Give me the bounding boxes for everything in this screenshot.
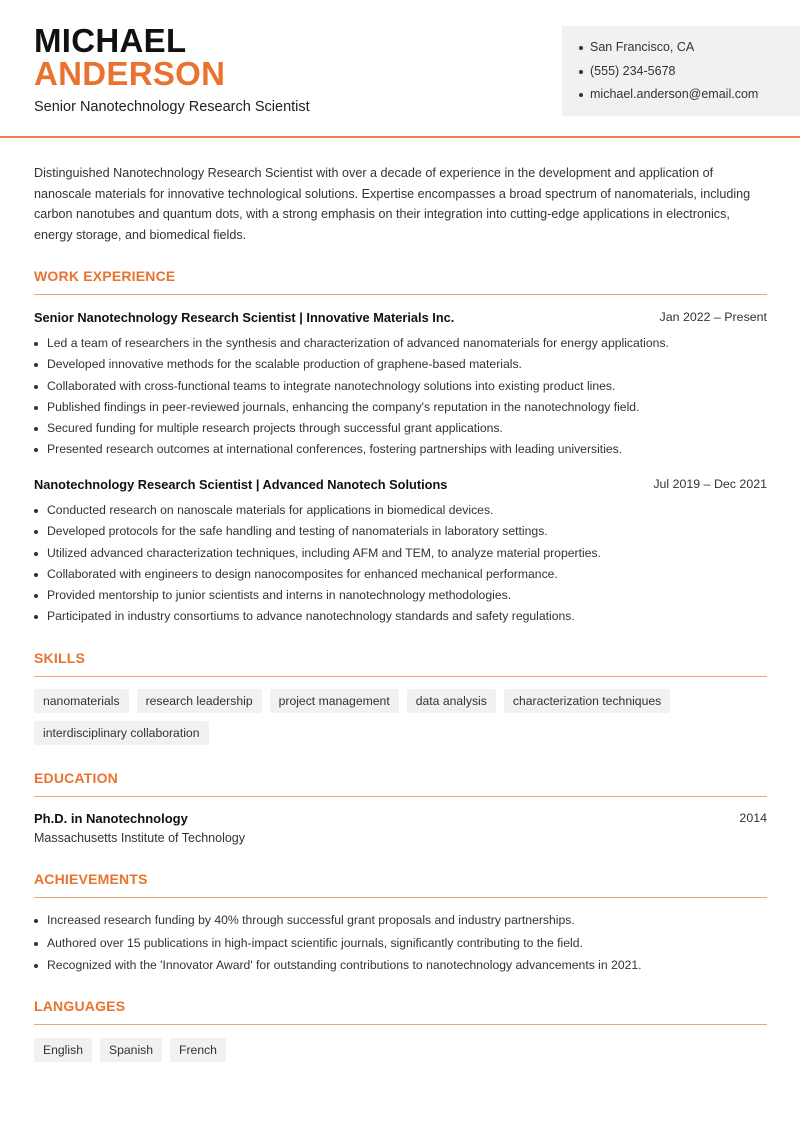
school: Massachusetts Institute of Technology xyxy=(34,831,245,845)
language-tag: French xyxy=(170,1038,226,1062)
bullet-icon xyxy=(34,552,38,556)
skill-tag: interdisciplinary collaboration xyxy=(34,721,209,745)
section-title-education: EDUCATION xyxy=(34,770,118,786)
bullet-icon xyxy=(579,70,583,74)
section-title-skills: SKILLS xyxy=(34,650,85,666)
list-item: Led a team of researchers in the synthesis and characterization of advanced nanomaterials for energy applications. xyxy=(34,335,767,356)
skill-tag: research leadership xyxy=(137,689,262,713)
bullet-icon xyxy=(34,427,38,431)
bullet-icon xyxy=(34,919,38,923)
bullet-icon xyxy=(34,942,38,946)
resume-header xyxy=(0,0,800,138)
list-item: Secured funding for multiple research projects through successful grant applications. xyxy=(34,420,767,441)
list-item: Participated in industry consortiums to advance nanotechnology standards and safety regulations. xyxy=(34,608,767,629)
section-divider xyxy=(34,294,767,295)
list-item: Collaborated with cross-functional teams to integrate nanotechnology solutions into existing product lines. xyxy=(34,378,767,399)
list-item: Conducted research on nanoscale materials for applications in biomedical devices. xyxy=(34,502,767,523)
list-item: Authored over 15 publications in high-impact scientific journals, significantly contributing to the field. xyxy=(34,935,767,958)
section-divider xyxy=(34,897,767,898)
bullet-icon xyxy=(34,573,38,577)
contact-location: San Francisco, CA xyxy=(579,39,800,63)
list-item: Increased research funding by 40% through successful grant proposals and industry partnerships. xyxy=(34,912,767,935)
summary: Distinguished Nanotechnology Research Scientist with over a decade of experience in the development and application of nanoscale materials for innovative technological solutions. Expertise encompasses a broad spectrum of nanomaterials, including carbon nanotubes and quantum dots, with a strong emphasis on their integration into cutting-edge applications in electronics, energy storage, and biomedical fields. xyxy=(34,166,751,243)
bullet-icon xyxy=(34,615,38,619)
list-item: Developed protocols for the safe handling and testing of nanomaterials in laboratory settings. xyxy=(34,523,767,544)
job-bullets xyxy=(34,502,767,630)
contact-box xyxy=(562,26,800,116)
skills-tags xyxy=(34,689,767,745)
language-tag: English xyxy=(34,1038,92,1062)
job-bullets xyxy=(34,335,767,463)
section-divider xyxy=(34,1024,767,1025)
bullet-icon xyxy=(579,93,583,97)
section-title-work: WORK EXPERIENCE xyxy=(34,268,176,284)
list-item: Developed innovative methods for the scalable production of graphene-based materials. xyxy=(34,356,767,377)
job-title: Senior Nanotechnology Research Scientist xyxy=(34,99,310,115)
list-item: Published findings in peer-reviewed journals, enhancing the company's reputation in the nanotechnology field. xyxy=(34,399,767,420)
list-item: Collaborated with engineers to design nanocomposites for enhanced mechanical performance. xyxy=(34,566,767,587)
degree: Ph.D. in Nanotechnology xyxy=(34,811,188,826)
section-title-languages: LANGUAGES xyxy=(34,998,126,1014)
language-tag: Spanish xyxy=(100,1038,162,1062)
job-header xyxy=(34,310,767,325)
bullet-icon xyxy=(34,342,38,346)
first-name: MICHAEL xyxy=(34,22,187,59)
job-role: Nanotechnology Research Scientist | Advanced Nanotech Solutions xyxy=(34,477,448,492)
skill-tag: project management xyxy=(270,689,399,713)
contact-email: michael.anderson@email.com xyxy=(579,86,800,110)
bullet-icon xyxy=(34,964,38,968)
job-header xyxy=(34,477,767,492)
bullet-icon xyxy=(34,363,38,367)
skill-tag: nanomaterials xyxy=(34,689,129,713)
achievements-list xyxy=(34,912,767,980)
section-title-achievements: ACHIEVEMENTS xyxy=(34,871,148,887)
bullet-icon xyxy=(34,594,38,598)
bullet-icon xyxy=(34,530,38,534)
contact-phone: (555) 234-5678 xyxy=(579,63,800,87)
bullet-icon xyxy=(34,509,38,513)
language-tags xyxy=(34,1038,767,1062)
skill-tag: characterization techniques xyxy=(504,689,670,713)
graduation-year: 2014 xyxy=(739,811,767,825)
job-role: Senior Nanotechnology Research Scientist | Innovative Materials Inc. xyxy=(34,310,455,325)
job-dates: Jul 2019 – Dec 2021 xyxy=(653,477,767,491)
list-item: Provided mentorship to junior scientists and interns in nanotechnology methodologies. xyxy=(34,587,767,608)
bullet-icon xyxy=(34,406,38,410)
list-item: Utilized advanced characterization techniques, including AFM and TEM, to analyze material properties. xyxy=(34,545,767,566)
bullet-icon xyxy=(34,448,38,452)
last-name: ANDERSON xyxy=(34,55,226,92)
job-dates: Jan 2022 – Present xyxy=(659,310,767,324)
bullet-icon xyxy=(34,385,38,389)
bullet-icon xyxy=(579,46,583,50)
section-divider xyxy=(34,796,767,797)
section-divider xyxy=(34,676,767,677)
list-item: Recognized with the 'Innovator Award' for outstanding contributions to nanotechnology advancements in 2021. xyxy=(34,957,767,980)
skill-tag: data analysis xyxy=(407,689,496,713)
list-item: Presented research outcomes at international conferences, fostering partnerships with leading universities. xyxy=(34,441,767,462)
education-header xyxy=(34,811,767,826)
